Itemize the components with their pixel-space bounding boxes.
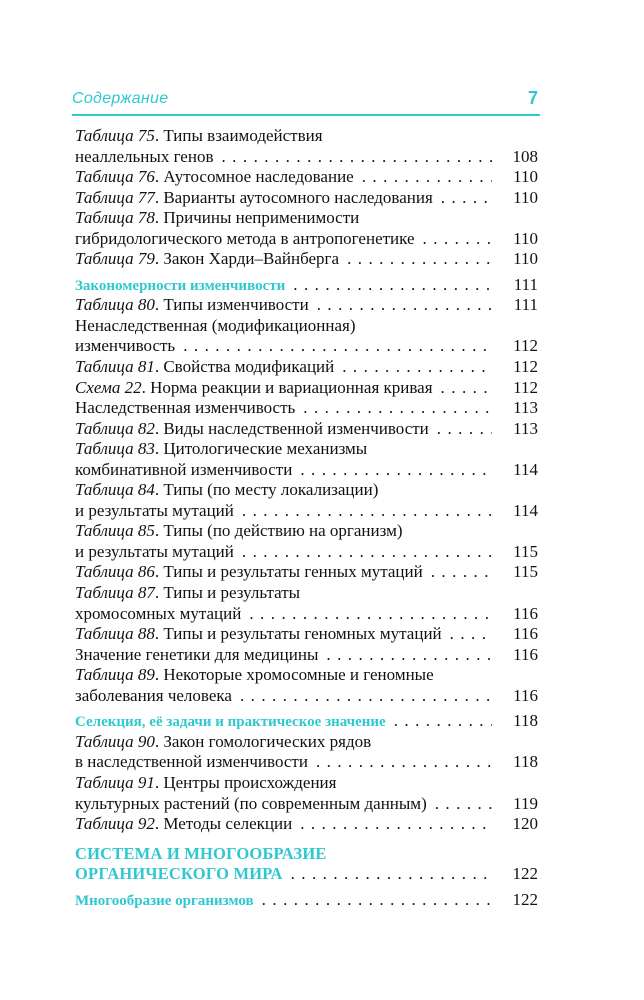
- dot-leader: [435, 794, 492, 815]
- entry-page-number: 115: [513, 562, 538, 582]
- entry-text: изменчивость: [75, 336, 176, 356]
- dot-leader: [441, 188, 492, 209]
- entry-heading: [75, 604, 241, 625]
- entry-heading: [75, 864, 283, 885]
- entry-heading: [75, 645, 318, 666]
- dot-leader: [242, 501, 492, 522]
- toc-part: [75, 864, 538, 885]
- toc-entry: [75, 419, 538, 440]
- entry-page-number: 118: [513, 752, 538, 772]
- dot-leader: [242, 542, 492, 563]
- entry-label: Таблица 78: [75, 208, 155, 228]
- entry-text: культурных растений (по современным данным): [75, 793, 427, 813]
- dot-leader: [441, 378, 492, 399]
- entry-page-number: 120: [512, 814, 538, 834]
- entry-heading: [75, 316, 355, 335]
- entry-heading: [75, 583, 300, 602]
- entry-label: Таблица 76: [75, 167, 155, 187]
- entry-text: . Свойства модификаций: [154, 357, 335, 377]
- entry-page-number: 115: [513, 541, 538, 561]
- dot-leader: [240, 686, 492, 707]
- toc-entry: [75, 126, 538, 147]
- entry-heading: [75, 624, 442, 645]
- entry-page-number: 110: [513, 187, 538, 207]
- toc-entry: [75, 665, 538, 686]
- entry-text: заболевания человека: [75, 685, 232, 705]
- entry-text: в наследственной изменчивости: [75, 752, 308, 772]
- toc-entry: [75, 378, 538, 399]
- entry-page-number: 116: [513, 603, 538, 623]
- toc-entry: [75, 480, 538, 501]
- entry-heading: [75, 773, 336, 792]
- toc-entry: [75, 686, 538, 707]
- entry-heading: [75, 229, 415, 250]
- dot-leader: [316, 752, 492, 773]
- entry-heading: [75, 419, 429, 440]
- entry-label: Таблица 82: [75, 418, 155, 438]
- toc-entry: [75, 542, 538, 563]
- toc-section: [75, 890, 538, 911]
- entry-text: . Типы и результаты генных мутаций: [154, 562, 423, 582]
- entry-page-number: 110: [513, 228, 538, 248]
- toc-entry: [75, 398, 538, 419]
- entry-text: хромосомных мутаций: [75, 603, 242, 623]
- part-title: ОРГАНИЧЕСКОГО МИРА: [75, 864, 283, 884]
- entry-label: Таблица 75: [75, 126, 155, 145]
- entry-label: Таблица 83: [75, 439, 155, 459]
- entry-heading: [75, 752, 308, 773]
- part-title: СИСТЕМА И МНОГООБРАЗИЕ: [75, 843, 327, 863]
- toc-entry: [75, 501, 538, 522]
- toc-entry: [75, 439, 538, 460]
- entry-heading: [75, 208, 359, 227]
- toc-entry: [75, 814, 538, 835]
- entry-page-number: 112: [513, 357, 538, 377]
- toc-entry: [75, 188, 538, 209]
- entry-text: . Цитологические механизмы: [154, 439, 368, 459]
- entry-text: гибридологического метода в антропогенетике: [75, 228, 415, 248]
- toc-entry: [75, 229, 538, 250]
- entry-heading: [75, 890, 254, 912]
- entry-text: и результаты мутаций: [75, 500, 234, 520]
- toc-part: [75, 844, 538, 865]
- entry-text: Наследственная изменчивость: [75, 398, 296, 418]
- entry-heading: [75, 378, 433, 399]
- entry-heading: [75, 295, 309, 316]
- entry-page-number: 111: [513, 295, 538, 315]
- entry-page-number: 116: [513, 624, 538, 644]
- dot-leader: [437, 419, 492, 440]
- entry-heading: [75, 275, 285, 297]
- toc-entry: [75, 645, 538, 666]
- toc-entry: [75, 316, 538, 337]
- toc-entry: [75, 147, 538, 168]
- toc-section: [75, 275, 538, 296]
- entry-label: Таблица 91: [75, 772, 155, 792]
- dot-leader: [300, 814, 492, 835]
- dot-leader: [183, 336, 492, 357]
- dot-leader: [249, 604, 492, 625]
- entry-heading: [75, 336, 175, 357]
- page-header: [72, 88, 540, 116]
- dot-leader: [291, 864, 492, 885]
- entry-heading: [75, 439, 367, 458]
- entry-text: . Норма реакции и вариационная кривая: [141, 377, 433, 397]
- entry-label: Таблица 77: [75, 187, 155, 207]
- toc-entry: [75, 624, 538, 645]
- dot-leader: [431, 562, 492, 583]
- entry-heading: [75, 665, 434, 684]
- entry-label: Таблица 84: [75, 480, 155, 500]
- entry-heading: [75, 147, 213, 168]
- entry-text: . Типы (по действию на организм): [154, 521, 403, 541]
- entry-text: . Некоторые хромосомные и геномные: [154, 665, 434, 685]
- dot-leader: [394, 711, 492, 732]
- entry-label: Таблица 89: [75, 665, 155, 685]
- entry-label: Таблица 85: [75, 521, 155, 541]
- entry-page-number: 108: [512, 146, 538, 166]
- toc-entry: [75, 357, 538, 378]
- entry-heading: [75, 521, 403, 540]
- entry-heading: [75, 794, 427, 815]
- table-of-contents: [75, 126, 538, 910]
- entry-heading: [75, 562, 423, 583]
- entry-text: неаллельных генов: [75, 146, 214, 166]
- entry-text: Ненаследственная (модификационная): [75, 315, 356, 335]
- entry-heading: [75, 501, 234, 522]
- dot-leader: [262, 890, 492, 911]
- dot-leader: [303, 398, 492, 419]
- toc-entry: [75, 583, 538, 604]
- entry-text: . Типы взаимодействия: [154, 126, 323, 145]
- toc-section: [75, 711, 538, 732]
- entry-page-number: 122: [512, 889, 538, 909]
- entry-page-number: 110: [513, 249, 538, 269]
- entry-label: Таблица 88: [75, 624, 155, 644]
- entry-text: и результаты мутаций: [75, 541, 234, 561]
- entry-page-number: 116: [513, 685, 538, 705]
- toc-entry: [75, 773, 538, 794]
- entry-page-number: 110: [513, 167, 538, 187]
- entry-text: . Виды наследственной изменчивости: [154, 418, 429, 438]
- entry-text: . Закон Харди–Вайнберга: [154, 249, 340, 269]
- entry-text: . Варианты аутосомного наследования: [154, 187, 433, 207]
- entry-heading: [75, 249, 339, 270]
- dot-leader: [423, 229, 492, 250]
- toc-entry: [75, 521, 538, 542]
- entry-heading: [75, 126, 323, 145]
- entry-text: комбинативной изменчивости: [75, 459, 293, 479]
- entry-heading: [75, 188, 433, 209]
- toc-entry: [75, 752, 538, 773]
- entry-label: Таблица 90: [75, 731, 155, 751]
- entry-heading: [75, 480, 378, 499]
- entry-page-number: 113: [513, 398, 538, 418]
- entry-label: Таблица 81: [75, 357, 155, 377]
- entry-page-number: 119: [513, 793, 538, 813]
- running-title: Содержание: [72, 90, 169, 107]
- entry-heading: [75, 167, 354, 188]
- toc-entry: [75, 460, 538, 481]
- dot-leader: [450, 624, 492, 645]
- toc-entry: [75, 732, 538, 753]
- entry-page-number: 122: [512, 864, 538, 884]
- entry-text: . Причины неприменимости: [154, 208, 360, 228]
- entry-page-number: 112: [513, 377, 538, 397]
- entry-label: Таблица 79: [75, 249, 155, 269]
- entry-text: . Аутосомное наследование: [154, 167, 354, 187]
- entry-text: . Центры происхождения: [154, 772, 337, 792]
- entry-text: . Типы изменчивости: [154, 295, 309, 315]
- entry-heading: [75, 542, 234, 563]
- entry-label: Таблица 87: [75, 583, 155, 603]
- entry-page-number: 118: [513, 711, 538, 731]
- dot-leader: [221, 147, 492, 168]
- dot-leader: [347, 249, 492, 270]
- entry-page-number: 111: [513, 274, 538, 294]
- entry-label: Таблица 92: [75, 814, 155, 834]
- entry-heading: [75, 732, 371, 751]
- entry-heading: [75, 398, 295, 419]
- entry-label: Таблица 86: [75, 562, 155, 582]
- section-title: Многообразие организмов: [75, 892, 254, 909]
- dot-leader: [293, 275, 492, 296]
- dot-leader: [342, 357, 492, 378]
- dot-leader: [300, 460, 492, 481]
- entry-text: . Типы и результаты: [154, 583, 301, 603]
- entry-page-number: 114: [513, 500, 538, 520]
- entry-text: . Типы и результаты геномных мутаций: [154, 624, 442, 644]
- toc-entry: [75, 562, 538, 583]
- entry-label: Таблица 80: [75, 295, 155, 315]
- entry-heading: [75, 844, 327, 863]
- dot-leader: [362, 167, 492, 188]
- entry-text: . Методы селекции: [154, 814, 293, 834]
- toc-entry: [75, 604, 538, 625]
- entry-text: . Закон гомологических рядов: [154, 731, 372, 751]
- page-number: 7: [527, 88, 538, 108]
- toc-entry: [75, 336, 538, 357]
- entry-heading: [75, 686, 232, 707]
- entry-heading: [75, 711, 386, 733]
- toc-entry: [75, 167, 538, 188]
- toc-entry: [75, 249, 538, 270]
- entry-heading: [75, 460, 292, 481]
- section-title: Селекция, её задачи и практическое значение: [75, 714, 386, 731]
- entry-text: Значение генетики для медицины: [75, 644, 319, 664]
- dot-leader: [326, 645, 492, 666]
- entry-page-number: 112: [513, 336, 538, 356]
- toc-entry: [75, 295, 538, 316]
- entry-heading: [75, 814, 292, 835]
- toc-entry: [75, 208, 538, 229]
- dot-leader: [317, 295, 492, 316]
- entry-heading: [75, 357, 334, 378]
- entry-page-number: 113: [513, 418, 538, 438]
- toc-entry: [75, 794, 538, 815]
- entry-text: . Типы (по месту локализации): [154, 480, 379, 500]
- entry-page-number: 116: [513, 644, 538, 664]
- entry-page-number: 114: [513, 459, 538, 479]
- section-title: Закономерности изменчивости: [75, 277, 286, 294]
- entry-label: Схема 22: [75, 377, 142, 397]
